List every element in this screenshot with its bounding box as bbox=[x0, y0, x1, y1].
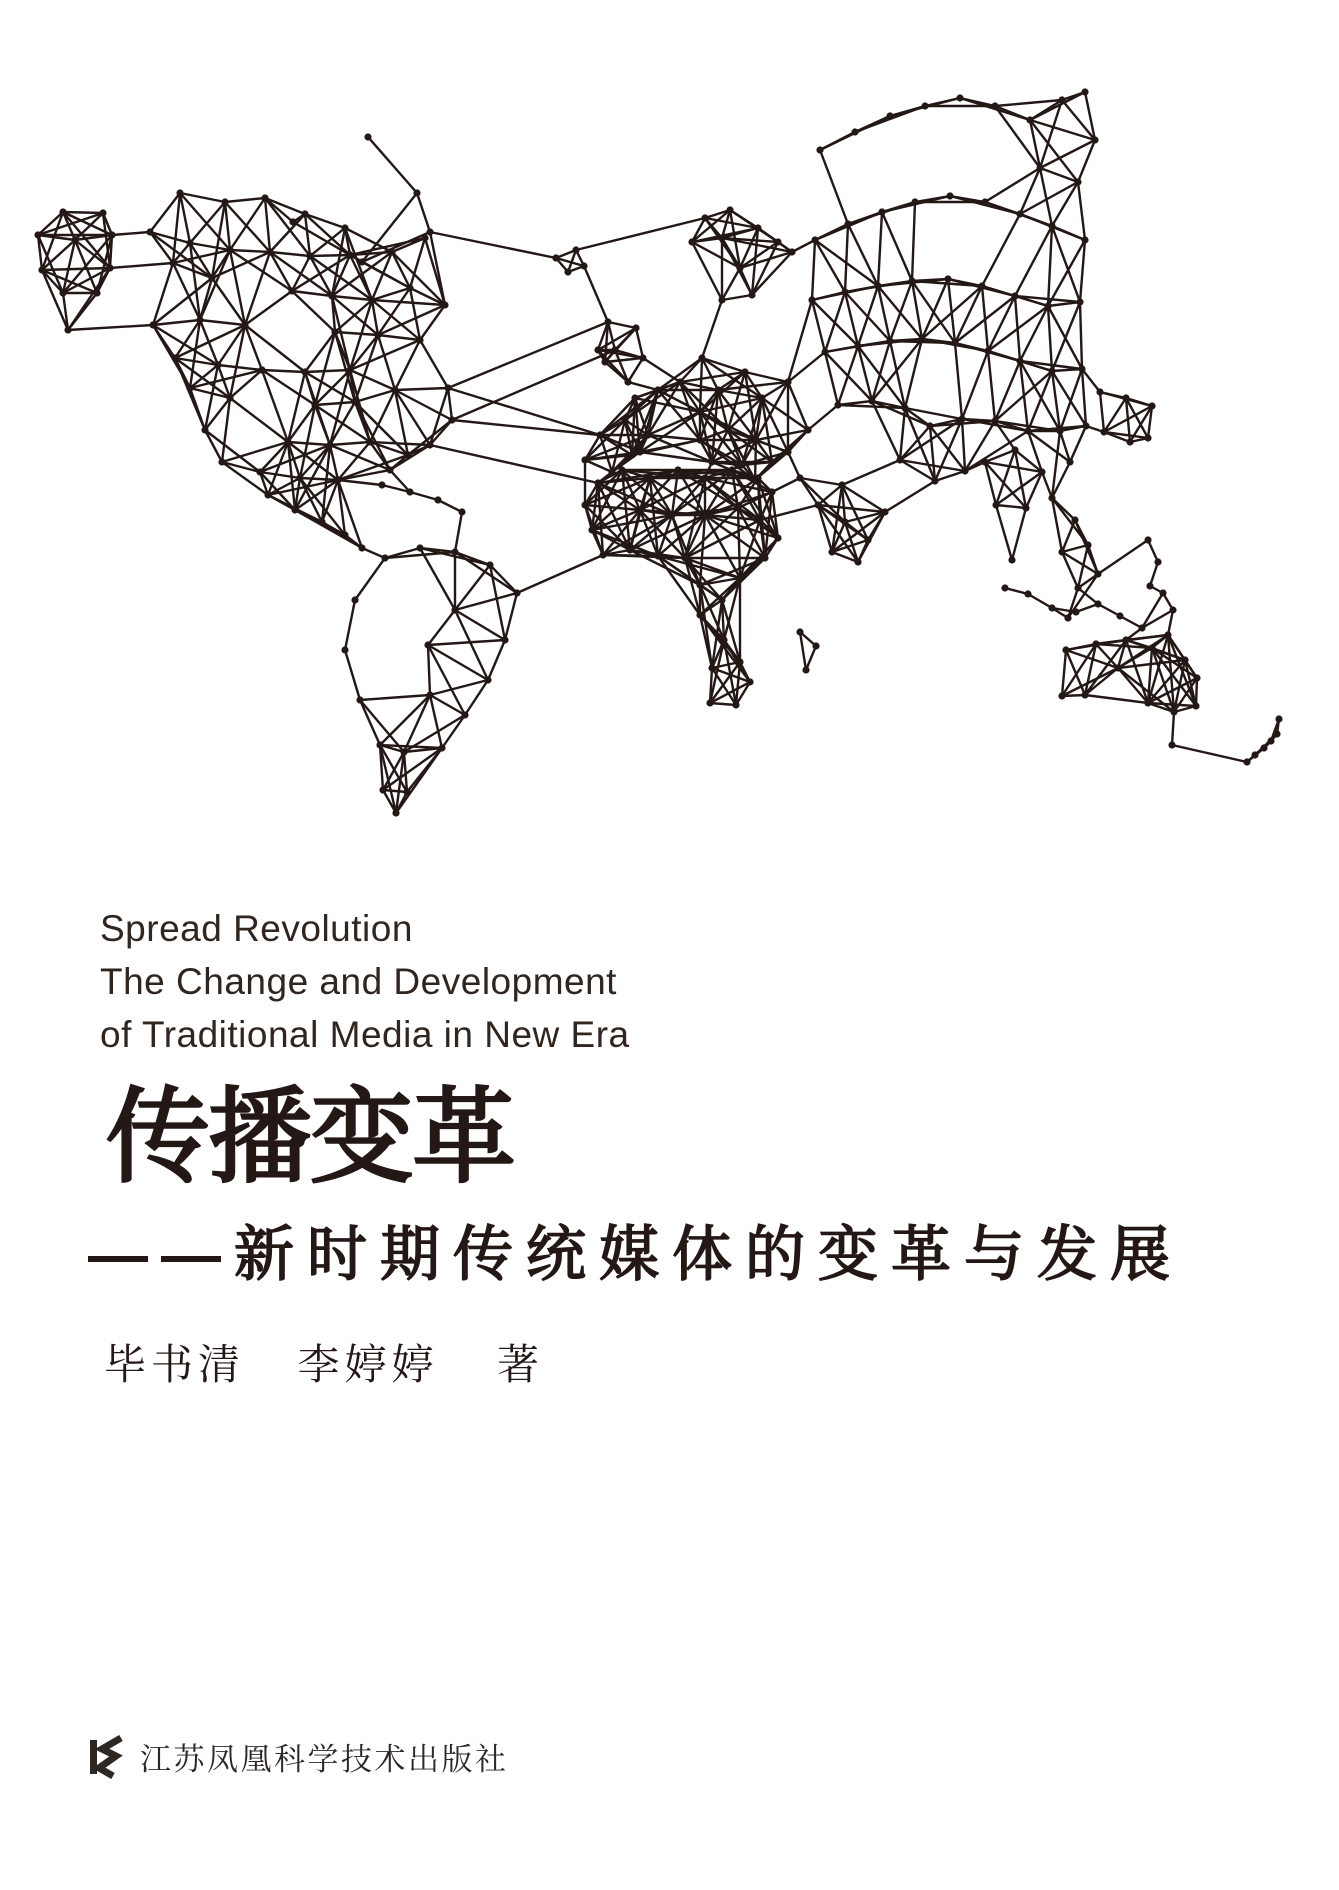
author-suffix: 著 bbox=[497, 1343, 540, 1389]
world-map-network-art bbox=[0, 0, 1339, 860]
english-title-line-1: Spread Revolution bbox=[100, 908, 413, 949]
author-name-1: 毕书清 bbox=[104, 1343, 246, 1389]
publisher-name: 江苏凤凰科学技术出版社 bbox=[140, 1742, 509, 1777]
author-name-2: 李婷婷 bbox=[297, 1343, 439, 1389]
phoenix-publisher-logo-icon bbox=[88, 1735, 124, 1779]
authors-line bbox=[104, 1342, 539, 1390]
english-title-line-2: The Change and Development bbox=[100, 961, 617, 1002]
english-title bbox=[100, 902, 630, 1061]
english-title-line-3: of Traditional Media in New Era bbox=[100, 1014, 630, 1055]
chinese-title: 传播变革 bbox=[106, 1080, 515, 1196]
publisher-line bbox=[88, 1734, 509, 1779]
chinese-subtitle: ——新时期传统媒体的变革与发展 bbox=[88, 1221, 1183, 1288]
